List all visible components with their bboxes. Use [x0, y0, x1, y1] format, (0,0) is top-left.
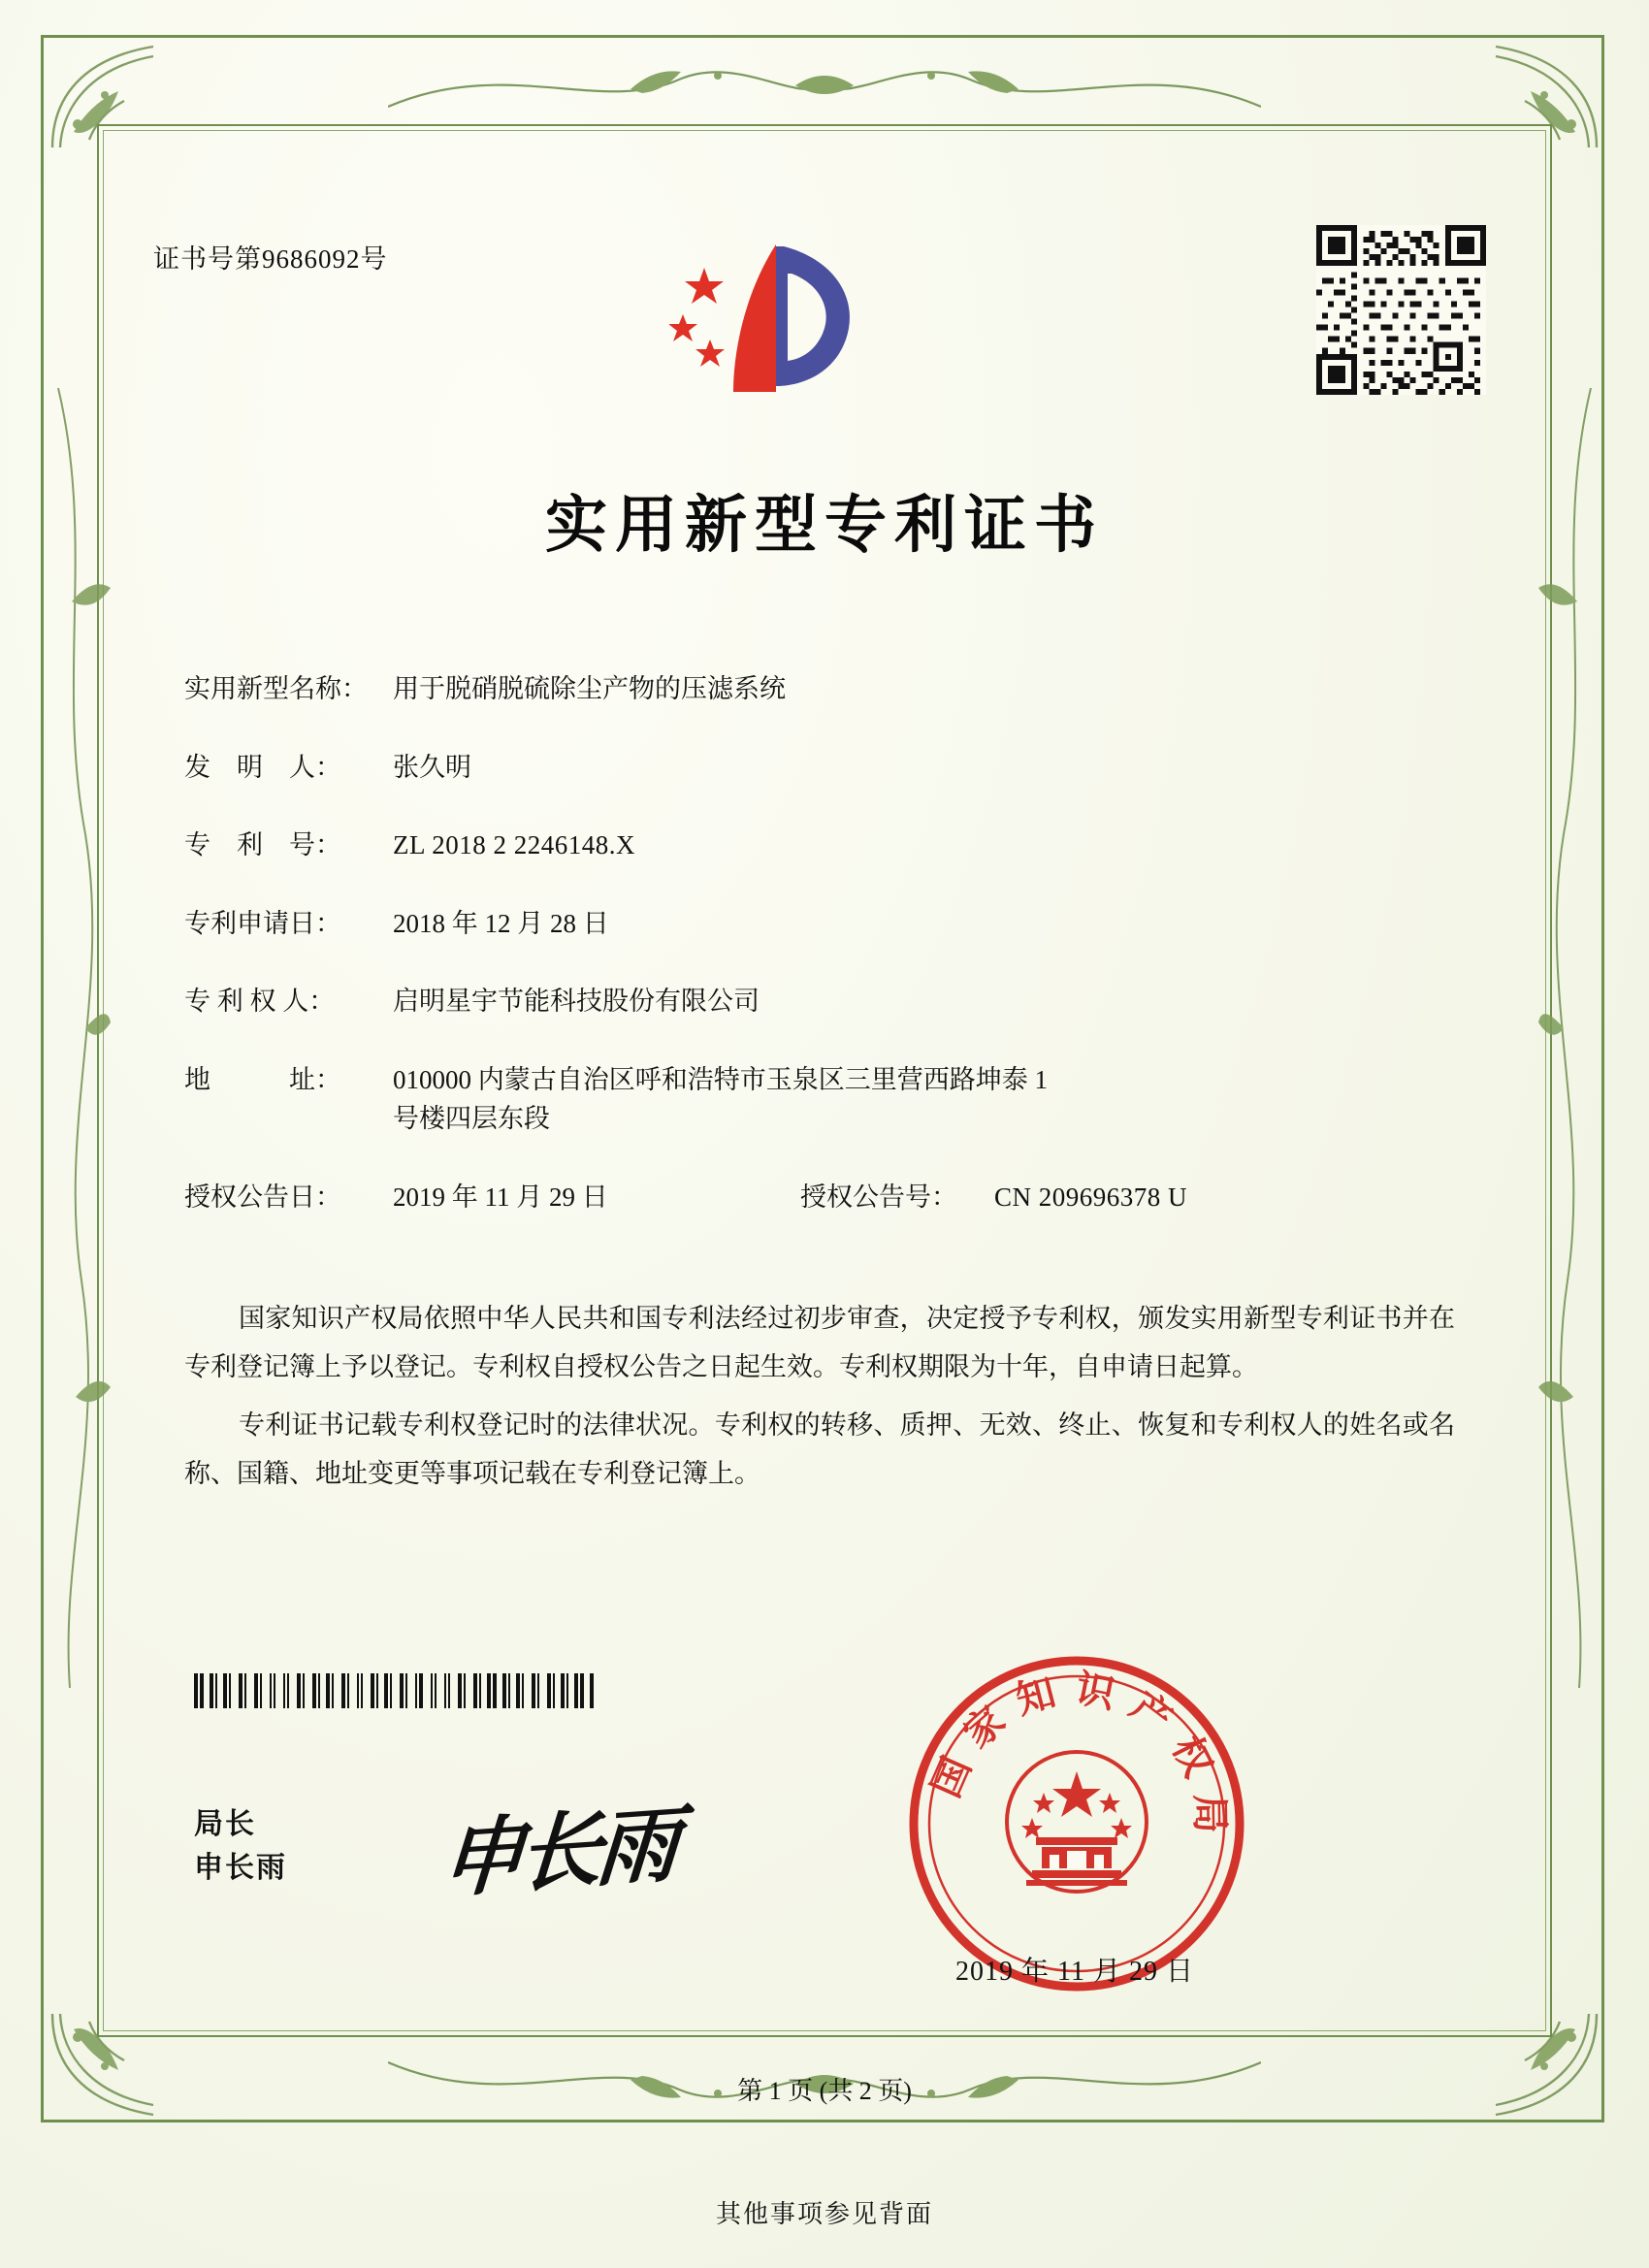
field-label-grant-date: 授权公告日：: [184, 1182, 341, 1212]
corner-ornament-icon: [1488, 39, 1604, 155]
left-vine-ornament-icon: [47, 388, 114, 1688]
field-row-inventor: [184, 748, 1465, 788]
legal-text: [184, 1295, 1455, 1508]
back-note: 其他事项参见背面: [715, 2200, 933, 2228]
paragraph-1: 国家知识产权局依照中华人民共和国专利法经过初步审查，决定授予专利权，颁发实用新型专利证书并在专利登记簿上予以登记。专利权自授权公告之日起生效。专利权期限为十年，自申请日起算。: [184, 1304, 1455, 1381]
field-value: 2018 年 12 月 28 日: [393, 908, 609, 938]
field-label: 地 址：: [184, 1064, 341, 1094]
field-label: 实用新型名称：: [184, 674, 368, 703]
seal-date: 2019 年 11 月 29 日: [955, 1957, 1194, 1987]
paragraph-2: 专利证书记载专利权登记时的法律状况。专利权的转移、质押、无效、终止、恢复和专利权人的姓名或名称、国籍、地址变更等事项记载在专利登记簿上。: [184, 1409, 1455, 1488]
page-number: 第 1 页 (共 2 页): [737, 2077, 912, 2105]
field-label: 专 利 号：: [184, 830, 341, 859]
field-row-grant-announcement: [184, 1178, 1465, 1217]
field-row-address: [184, 1060, 1465, 1139]
certificate-number: 证书号第9686092号: [153, 244, 388, 274]
field-row-utility-model-name: [184, 669, 1465, 709]
right-vine-ornament-icon: [1535, 388, 1602, 1688]
signature-block: [194, 1802, 287, 1890]
corner-ornament-icon: [45, 39, 161, 155]
cnipa-logo-icon: [669, 231, 873, 405]
field-label-announcement-no: 授权公告号：: [800, 1182, 957, 1212]
svg-text:国家知识产权局: 国家知识产权局: [922, 1665, 1234, 1850]
field-row-application-date: [184, 904, 1465, 944]
top-vine-ornament-icon: [388, 47, 1261, 124]
handwritten-signature: 申长雨: [437, 1795, 677, 1910]
qr-code-icon: [1316, 225, 1486, 395]
official-seal: [902, 1649, 1251, 1998]
field-list: [184, 669, 1465, 1253]
field-value-grant-date: 2019 年 11 月 29 日: [393, 1182, 608, 1212]
field-value: ZL 2018 2 2246148.X: [393, 830, 635, 859]
page-title: 实用新型专利证书: [545, 489, 1104, 562]
field-label: 专 利 权 人：: [184, 987, 336, 1016]
field-value-line2: 号楼四层东段: [393, 1104, 550, 1133]
field-value: 用于脱硝脱硫除尘产物的压滤系统: [393, 674, 786, 703]
field-value: 启明星宇节能科技股份有限公司: [393, 987, 760, 1016]
field-value: 张久明: [393, 752, 471, 782]
barcode: [194, 1673, 611, 1708]
field-row-patentee: [184, 982, 1465, 1021]
field-value-announcement-no: CN 209696378 U: [994, 1182, 1188, 1212]
field-label: 发 明 人：: [184, 752, 341, 782]
field-value: 010000 内蒙古自治区呼和浩特市玉泉区三里营西路坤泰 1: [393, 1064, 1048, 1094]
signature-name: 申长雨: [194, 1852, 287, 1884]
field-label: 专利申请日：: [184, 908, 341, 938]
signature-role: 局长: [194, 1808, 256, 1840]
field-row-patent-number: [184, 826, 1465, 865]
